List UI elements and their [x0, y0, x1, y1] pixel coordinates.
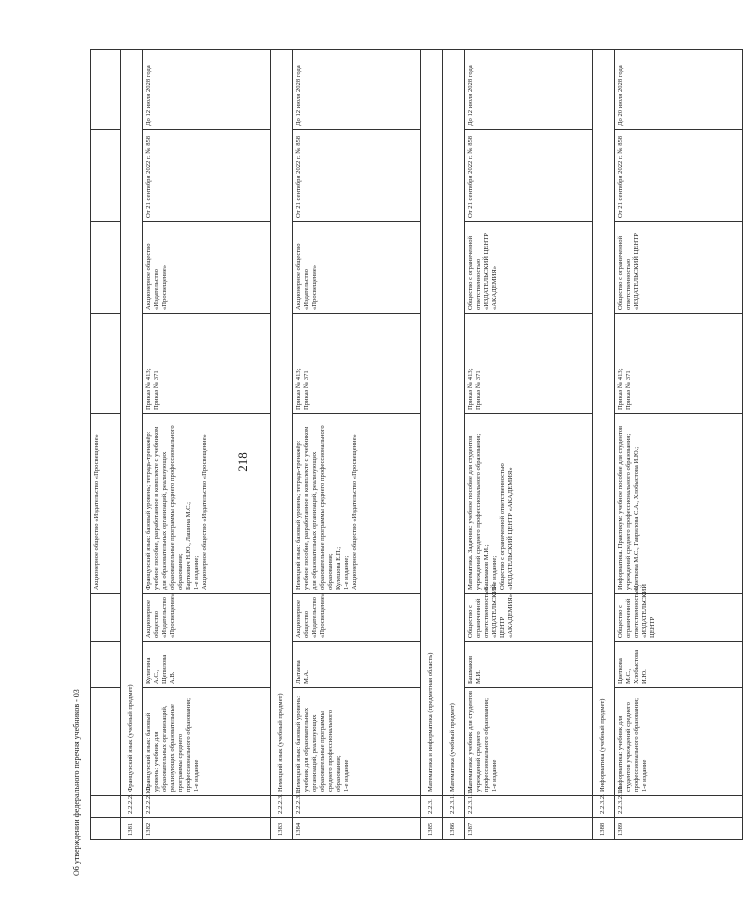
cell-order: Приказ № 413; Приказ № 371: [465, 314, 593, 414]
section-row: [593, 50, 615, 840]
cell-title: Французский язык: базовый уровень: учебник для образовательных организаций, реализующих образовательные программы среднего профессионального образования; 1-е издание: [143, 688, 271, 796]
empty-cell: [91, 642, 121, 688]
cell-holder: Общество с ограниченной ответственностью «ИЗДАТЕЛЬСКИЙ ЦЕНТР: [615, 222, 743, 314]
cell-description: Математика. Задачник: учебное пособие для студентов учреждений среднего профессионального образования; Башмаков М.И.; 1-е издание; Общество с ограниченной ответственностью «ИЗДАТЕЛЬСКИЙ ЦЕНТР «АКАДЕМИЯ»: [465, 414, 593, 594]
table-row: [143, 50, 271, 840]
cell-section-title: Французский язык (учебный предмет): [121, 50, 143, 796]
cell-code: 2.2.3.2.1.1.: [615, 796, 743, 818]
cell-code: 2.2.2.2.1.1.: [143, 796, 271, 818]
cell-authors: Лытаева М.А.: [293, 642, 421, 688]
cell-term: До 12 июля 2028 года: [143, 50, 271, 130]
cell-term: До 12 июля 2028 года: [293, 50, 421, 130]
cell-number: 1388: [593, 818, 615, 840]
empty-cell: [91, 222, 121, 314]
document-table-rotated: [90, 50, 657, 840]
continuation-row: [91, 50, 121, 840]
table-row: [615, 50, 743, 840]
cell-authors: Кулигина А.С., Щепилова А.В.: [143, 642, 271, 688]
cell-description: Информатика. Практикум: учебное пособие для студентов учреждений среднего профессионального образования; Цветкова М.С., Гаврилова С.А., Хлобыстова И.Ю.;: [615, 414, 743, 594]
cell-code: 2.2.3.: [421, 796, 443, 818]
cell-holder: Общество с ограниченной ответственностью «ИЗДАТЕЛЬСКИЙ ЦЕНТР «АКАДЕМИЯ»: [465, 222, 593, 314]
cell-order: Приказ № 413; Приказ № 371: [293, 314, 421, 414]
cell-code: 2.2.2.3.1.: [293, 796, 421, 818]
cell-code: 2.2.3.2.: [593, 796, 615, 818]
cell-number: 1386: [443, 818, 465, 840]
cell-publisher: Акционерное общество «Издательство «Просвещение»: [143, 594, 271, 642]
empty-cell: [91, 818, 121, 840]
cell-section-title: Немецкий язык (учебный предмет): [271, 50, 293, 796]
empty-cell: [91, 130, 121, 222]
cell-term: До 20 июля 2028 года: [615, 50, 743, 130]
cell-publisher: Общество с ограниченной ответственностью «ИЗДАТЕЛЬСКИЙ ЦЕНТР: [615, 594, 743, 642]
cell-section-title: Информатика (учебный предмет): [593, 50, 615, 796]
cell-number: 1383: [271, 818, 293, 840]
section-row: [443, 50, 465, 840]
section-row: [121, 50, 143, 840]
empty-cell: [91, 688, 121, 796]
cell-order: Приказ № 413; Приказ № 371: [143, 314, 271, 414]
empty-cell: [91, 50, 121, 130]
cell-date: От 21 сентября 2022 г. № 858: [143, 130, 271, 222]
cell-no: 1384: [293, 818, 421, 840]
cell-publisher: Акционерное общество «Издательство «Просвещение»: [293, 594, 421, 642]
cell-title: Информатика: учебник для студентов учреждений среднего профессионального образования; 1-е издание: [615, 688, 743, 796]
cell-number: 1381: [121, 818, 143, 840]
cell-section-title: Математика (учебный предмет): [443, 50, 465, 796]
empty-cell: [91, 594, 121, 642]
empty-cell: [91, 796, 121, 818]
cell-date: От 21 сентября 2022 г. № 858: [465, 130, 593, 222]
section-row: [271, 50, 293, 840]
cell-code: 2.2.3.1.1.1.: [465, 796, 593, 818]
cell-authors: Цветкова М.С., Хлобыстова И.Ю.: [615, 642, 743, 688]
cell-code: 2.2.3.1.: [443, 796, 465, 818]
section-row: [421, 50, 443, 840]
cell-date: От 21 сентября 2022 г. № 858: [293, 130, 421, 222]
cell-description: Французский язык: базовый уровень; тетрадь-тренажёр: учебное пособие, разработанное в комплекте с учебником для образовательных организаций, реализующих образовательные программы среднего профессионального образования; Барткевич Н.Ю., Лашина М.С.; 1-е издание; Акционерное общество «Издательство «Просвещение»: [143, 414, 271, 594]
page-footer: Об утверждении федерального перечня учебников - 03: [72, 689, 81, 876]
cell-code: 2.2.2.3.: [271, 796, 293, 818]
table-row: [465, 50, 593, 840]
cell-section-title: Математика и информатика (предметная область): [421, 50, 443, 796]
cell-description: Немецкий язык: базовый уровень; тетрадь-тренажёр: учебное пособие, разработанное в комплекте с учебником для образовательных организаций, реализующих образовательные программы среднего профессионального образования; Кулешова Е.П.; 1-е издание; Акционерное общество «Издательство «Просвещение»: [293, 414, 421, 594]
cell-no: 1389: [615, 818, 743, 840]
cell-description: Акционерное общество «Издательство «Просвещение»: [91, 414, 121, 594]
cell-holder: Акционерное общество «Издательство «Просвещение»: [143, 222, 271, 314]
cell-date: От 21 сентября 2022 г. № 858: [615, 130, 743, 222]
cell-term: До 12 июля 2028 года: [465, 50, 593, 130]
cell-order: Приказ № 413; Приказ № 371: [615, 314, 743, 414]
cell-publisher: Общество с ограниченной ответственностью «ИЗДАТЕЛЬСКИЙ ЦЕНТР «АКАДЕМИЯ»: [465, 594, 593, 642]
cell-authors: Башмаков М.И.: [465, 642, 593, 688]
empty-cell: [91, 314, 121, 414]
textbook-list-table: [90, 49, 743, 840]
cell-title: Математика: учебник для студентов учреждений среднего профессионального образования; 1-е издание: [465, 688, 593, 796]
cell-number: 1385: [421, 818, 443, 840]
cell-no: 1382: [143, 818, 271, 840]
table-row: [293, 50, 421, 840]
cell-holder: Акционерное общество «Издательство «Просвещение»: [293, 222, 421, 314]
page-number: 218: [235, 452, 250, 472]
cell-title: Немецкий язык: базовый уровень: учебник для образовательных организаций, реализующих образовательные программы среднего профессионального образования; 1-е издание: [293, 688, 421, 796]
cell-code: 2.2.2.2.: [121, 796, 143, 818]
cell-no: 1387: [465, 818, 593, 840]
